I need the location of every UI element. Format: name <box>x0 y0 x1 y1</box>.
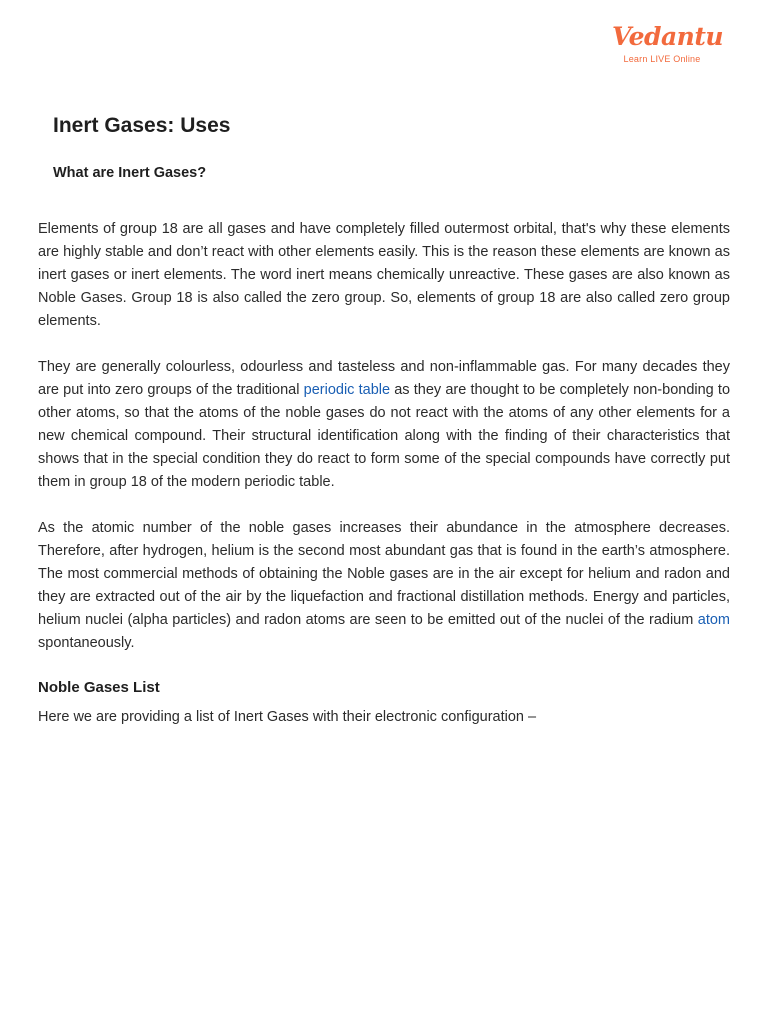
logo-wordmark: Vedantu <box>612 22 724 51</box>
vedantu-logo[interactable] <box>612 22 724 64</box>
paragraph-text: spontaneously. <box>38 635 135 651</box>
page-title: Inert Gases: Uses <box>53 114 231 137</box>
noble-gases-list-heading: Noble Gases List <box>38 679 160 696</box>
section-subtitle: What are Inert Gases? <box>53 165 207 181</box>
periodic-table-link[interactable]: periodic table <box>303 382 391 398</box>
logo-tagline: Learn LIVE Online <box>623 54 701 64</box>
article-body <box>38 218 730 729</box>
paragraph-text: as they are thought to be completely non-bonding to other atoms, so that the atoms of the noble gases do not react with the atoms of any other elements for a new chemical compound. Their structural identification along with the finding of their characteristics that shows that in the special condition they do react to form some of the special compounds have correctly put them in group 18 of the modern periodic table. <box>38 382 731 490</box>
noble-gases-list-intro: Here we are providing a list of Inert Gases with their electronic configuration – <box>38 709 537 725</box>
atom-link[interactable]: atom <box>697 612 730 628</box>
paragraph-abundance <box>38 517 730 655</box>
paragraph-group-18: Elements of group 18 are all gases and have completely filled outermost orbital, that's why these elements are highly stable and don’t react with other elements easily. This is the reason these elements are known as inert gases or inert elements. The word inert means chemically unreactive. These gases are also known as Noble Gases. Group 18 is also called the zero group. So, elements of group 18 are also called zero group elements. <box>38 221 730 329</box>
paragraph-text: As the atomic number of the noble gases increases their abundance in the atmosphere decreases. Therefore, after hydrogen, helium is the second most abundant gas that is found in the earth’s atmosphere. The most commercial methods of obtaining the Noble gases are in the air except for helium and radon and they are extracted out of the air by the liquefaction and fractional distillation methods. Energy and particles, helium nuclei (alpha particles) and radon atoms are seen to be emitted out of the nuclei of the radium <box>38 520 730 628</box>
paragraph-text: They are generally colourless, odourless and tasteless and non-inflammable gas. For many decades they are put into zero groups of the traditional <box>38 359 730 398</box>
paragraph-properties <box>38 356 730 494</box>
